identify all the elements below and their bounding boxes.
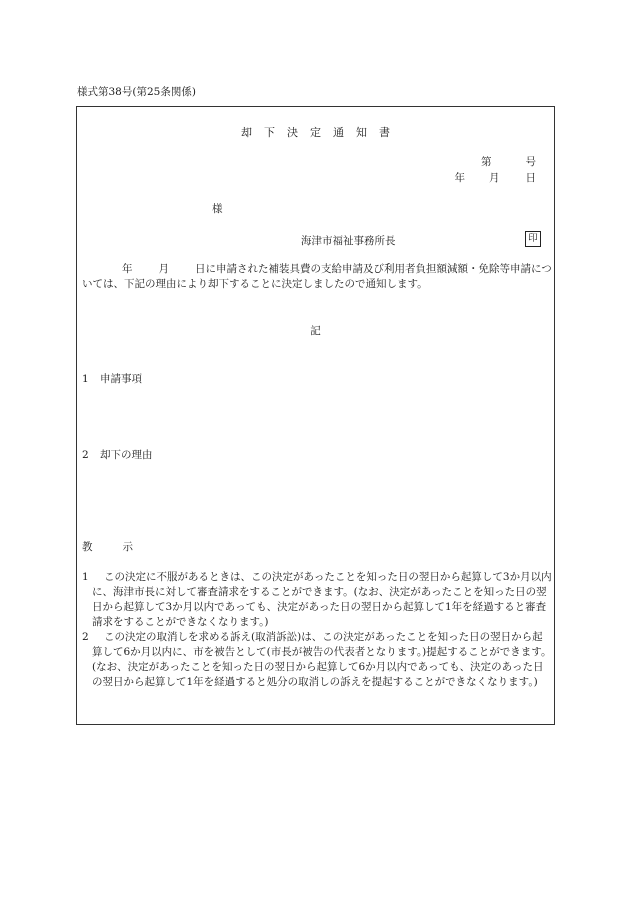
date-year: 年	[454, 172, 465, 184]
kyoji-heading	[82, 540, 133, 555]
note-item	[82, 630, 552, 690]
note-text: この決定に不服があるときは、この決定があったことを知った日の翌日から起算して3か月以内に、海津市長に対して審査請求をすることができます。(なお、決定があったことを知った日の翌日から起算して3か月以内であっても、決定があった日の翌日から起算して1年を経過すると審査請求をすることができなくなります。)	[92, 571, 552, 628]
kyoji-char: 示	[122, 541, 133, 553]
item-number: 1	[82, 373, 89, 385]
title-char: 却	[241, 126, 252, 139]
document-number-prefix: 第	[481, 156, 492, 168]
title-char: 決	[287, 126, 298, 139]
body-month: 月	[158, 263, 169, 275]
title-char: 通	[333, 126, 344, 139]
item-label: 申請事項	[100, 373, 142, 385]
body-text: 日に申請された補装具費の支給申請及び利用者負担額減額・免除等申請については、下記の理由により却下することに決定しましたので通知します。	[82, 263, 552, 290]
seal-mark: 印	[525, 231, 541, 247]
document-number-suffix: 号	[525, 156, 536, 168]
note-number: 1	[82, 571, 89, 583]
issuer-name: 海津市福祉事務所長	[301, 235, 396, 247]
ki-heading: 記	[310, 325, 321, 337]
document-number	[481, 155, 536, 170]
title-char: 書	[379, 126, 390, 139]
form-number: 様式第38号(第25条関係)	[77, 86, 196, 98]
issue-date	[455, 171, 537, 186]
notes-list	[82, 570, 552, 690]
note-item	[82, 570, 552, 630]
body-year: 年	[122, 263, 133, 275]
item-application	[82, 372, 142, 387]
item-label: 却下の理由	[100, 449, 153, 461]
document-title	[77, 125, 554, 140]
note-text: この決定の取消しを求める訴え(取消訴訟)は、この決定があったことを知った日の翌日から起算して6か月以内に、市を被告として(市長が被告の代表者となります。)提起することができます。(なお、決定があったことを知った日の翌日から起算して6か月以内であっても、決定のあった日の翌日から起算して1年を経過すると処分の取消しの訴えを提起することができなくなります。)	[92, 631, 552, 688]
addressee: 様	[212, 203, 223, 215]
title-char: 定	[310, 126, 321, 139]
item-rejection-reason	[82, 448, 153, 463]
date-day: 日	[525, 172, 536, 184]
note-number: 2	[82, 631, 89, 643]
notice-body	[82, 262, 552, 292]
notice-frame	[76, 106, 555, 725]
kyoji-char: 教	[82, 541, 93, 553]
title-char: 知	[356, 126, 367, 139]
date-month: 月	[489, 172, 500, 184]
item-number: 2	[82, 449, 89, 461]
title-char: 下	[264, 126, 275, 139]
